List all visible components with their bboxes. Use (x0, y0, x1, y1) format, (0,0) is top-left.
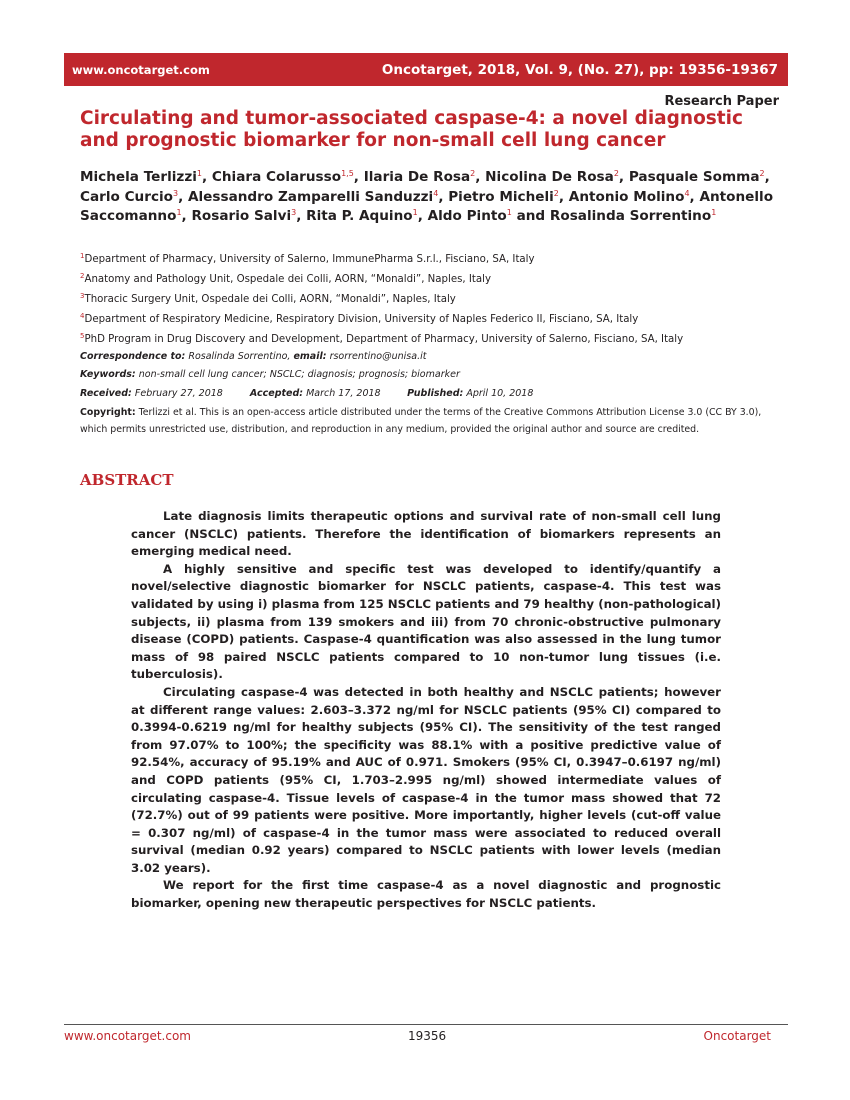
author-affiliation-marker: 2 (759, 169, 765, 178)
author-list (80, 168, 780, 227)
affiliation-text: Department of Pharmacy, University of Salerno, ImmunePharma S.r.l., Fisciano, SA, Italy (84, 254, 535, 265)
journal-banner (64, 53, 788, 86)
author-separator: , (181, 208, 187, 224)
footer-journal: Oncotarget (703, 1029, 771, 1043)
published-date: April 10, 2018 (466, 388, 534, 399)
author-affiliation-marker: 1,5 (341, 169, 354, 178)
affiliation-item (80, 310, 790, 330)
published-label: Published: (407, 388, 464, 399)
author-name: Ilaria De Rosa (363, 169, 471, 185)
paper-title: Circulating and tumor-associated caspase-4: a novel diagnostic and prognostic biomarker for non-small cell lung cancer (80, 108, 743, 151)
author-separator: , (558, 188, 565, 205)
affiliation-text: Department of Respiratory Medicine, Respiratory Division, University of Naples Federico II, Fisciano, SA, Italy (84, 314, 639, 325)
correspondence-email[interactable]: rsorrentino@unisa.it (329, 351, 427, 362)
dates (80, 388, 780, 399)
affiliation-number: 4 (80, 312, 85, 320)
affiliation-item (80, 290, 790, 310)
author-affiliation-marker: 3 (291, 208, 297, 217)
affiliation-list (80, 250, 790, 350)
author-affiliation-marker: 1 (711, 208, 717, 217)
author-name: Rita P. Aquino (306, 208, 413, 224)
author-name: Pasquale Somma (628, 169, 760, 185)
affiliation-number: 1 (80, 252, 85, 260)
abstract-body (131, 508, 721, 913)
footer-divider (64, 1024, 788, 1025)
abstract-paragraph: We report for the first time caspase-4 as a novel diagnostic and prognostic biomarker, opening new therapeutic perspectives for NSCLC patients. (131, 878, 721, 911)
author-separator: , (353, 169, 359, 185)
author-name: Antonello Saccomanno (80, 188, 774, 224)
email-label: email: (293, 351, 327, 362)
author-affiliation-marker: 1 (176, 208, 182, 217)
copyright-label: Copyright: (80, 407, 136, 418)
author-name: Antonio Molino (568, 188, 685, 205)
copyright-notice (80, 405, 780, 438)
abstract-paragraph: Circulating caspase-4 was detected in both healthy and NSCLC patients; however at different range values: 2.603–3.372 ng/ml for NSCLC patients (95% CI) compared to 0.3994-0.6219 ng/ml for healthy subjects (95% CI). The sensitivity of the test ranged from 97.07% to 100%; the specificity was 88.1% with a positive predictive value of 92.54%, accuracy of 95.19% and AUC of 0.971. Smokers (95% CI, 0.3947–0.6197 ng/ml) and COPD patients (95% CI, 1.703–2.995 ng/ml) showed intermediate values of circulating caspase-4. Tissue levels of caspase-4 in the tumor mass showed that 72 (72.7%) out of 99 patients were positive. More importantly, higher levels (cut-off value = 0.307 ng/ml) of caspase-4 in the tumor mass were associated to reduced overall survival (median 0.92 years) compared to NSCLC patients with lower levels (median 3.02 years). (131, 684, 721, 875)
author-separator: , (618, 169, 625, 185)
author-affiliation-marker: 1 (412, 208, 418, 217)
affiliation-item (80, 330, 790, 350)
abstract-paragraph: Late diagnosis limits therapeutic options and survival rate of non-small cell lung cancer (NSCLC) patients. Therefore the identification of biomarkers represents an emerging medical need. (131, 509, 721, 559)
author-name: Chiara Colarusso (211, 169, 342, 185)
author-affiliation-marker: 4 (684, 188, 690, 198)
copyright-text: Terlizzi et al. This is an open-access article distributed under the terms of the Creative Commons Attribution License 3.0 (CC BY 3.0), which permits unrestricted use, distribution, and reproduction in any medium, provided the original author and source are credited. (80, 407, 762, 435)
author-separator: , (296, 208, 302, 224)
author-name: Michela Terlizzi (80, 169, 197, 185)
author-name: Pietro Micheli (448, 188, 554, 205)
author-affiliation-marker: 2 (470, 169, 476, 178)
author-separator: , (764, 169, 770, 185)
author-name: Alessandro Zamparelli Sanduzzi (188, 188, 434, 205)
author-affiliation-marker: 4 (433, 188, 439, 198)
affiliation-number: 2 (80, 272, 85, 280)
author-name: Aldo Pinto (427, 208, 507, 224)
banner-citation: Oncotarget, 2018, Vol. 9, (No. 27), pp: 19356-19367 (381, 61, 778, 78)
affiliation-text: Anatomy and Pathology Unit, Ospedale dei Colli, AORN, “Monaldi”, Naples, Italy (84, 274, 491, 285)
author-separator: , (475, 169, 481, 185)
footer-url[interactable]: www.oncotarget.com (64, 1029, 191, 1043)
affiliation-text: Thoracic Surgery Unit, Ospedale dei Colli, AORN, “Monaldi”, Naples, Italy (84, 294, 456, 305)
author-name: Rosario Salvi (191, 208, 292, 224)
author-affiliation-marker: 3 (173, 188, 179, 198)
author-separator: , (178, 188, 184, 205)
affiliation-number: 3 (80, 292, 85, 300)
author-affiliation-marker: 2 (613, 169, 619, 178)
keywords-text: non-small cell lung cancer; NSCLC; diagnosis; prognosis; biomarker (138, 369, 460, 380)
author-name: Nicolina De Rosa (485, 169, 614, 185)
affiliation-item (80, 250, 790, 270)
article-type: Research Paper (664, 94, 779, 109)
author-name: Rosalinda Sorrentino (549, 208, 712, 224)
author-name: Carlo Curcio (80, 188, 173, 205)
affiliation-item (80, 270, 790, 290)
author-affiliation-marker: 1 (506, 208, 512, 217)
abstract-heading: ABSTRACT (80, 471, 174, 489)
accepted-label: Accepted: (249, 388, 304, 399)
author-separator: , (438, 188, 444, 205)
author-and: and (516, 208, 546, 224)
accepted-date: March 17, 2018 (306, 388, 381, 399)
keywords-label: Keywords: (80, 369, 136, 380)
author-affiliation-marker: 1 (196, 169, 202, 178)
page-number: 19356 (408, 1029, 447, 1043)
received-date: February 27, 2018 (134, 388, 223, 399)
author-separator: , (689, 188, 695, 205)
abstract-paragraph: A highly sensitive and specific test was developed to identify/quantify a novel/selective diagnostic biomarker for NSCLC patients, caspase-4. This test was validated by using i) plasma from 125 NSCLC patients and 79 healthy (non-pathological) subjects, ii) plasma from 139 smokers and iii) from 70 chronic-obstructive pulmonary disease (COPD) patients. Caspase-4 quantification was also assessed in the lung tumor mass of 98 paired NSCLC patients compared to 10 non-tumor lung tissues (i.e. tuberculosis). (131, 561, 721, 682)
author-separator: , (202, 169, 208, 185)
banner-url[interactable]: www.oncotarget.com (72, 62, 210, 77)
keywords (80, 369, 780, 380)
correspondence-label: Correspondence to: (80, 351, 186, 362)
affiliation-text: PhD Program in Drug Discovery and Development, Department of Pharmacy, University of Salerno, Fisciano, SA, Italy (84, 334, 684, 345)
author-affiliation-marker: 2 (553, 188, 559, 198)
correspondence-name: Rosalinda Sorrentino, (188, 351, 291, 362)
correspondence (80, 351, 780, 362)
author-separator: , (417, 208, 423, 224)
affiliation-number: 5 (80, 332, 85, 340)
received-label: Received: (80, 388, 132, 399)
